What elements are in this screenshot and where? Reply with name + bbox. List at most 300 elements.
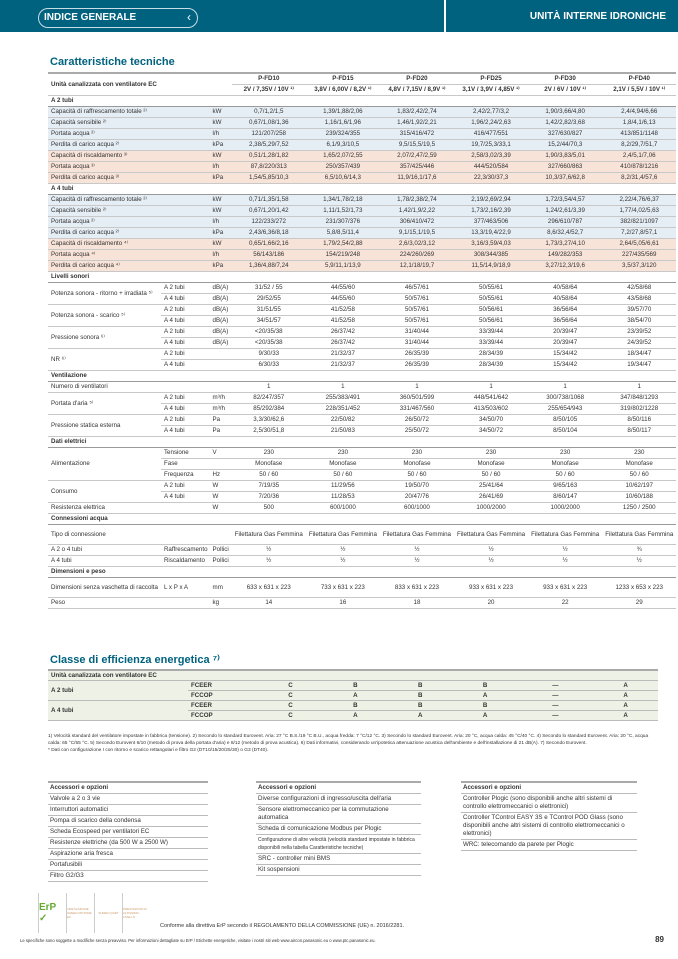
efficiency-table: [48, 669, 658, 721]
param-sublabel: A 2 tubi: [161, 392, 211, 403]
value-cell: 26/35/39: [380, 348, 454, 359]
efficiency-row: [48, 680, 658, 690]
table-row: [48, 260, 676, 271]
table-row: [48, 194, 676, 205]
value-cell: ½: [602, 555, 676, 566]
param-label: Capacità sensibile ²⁾: [48, 117, 211, 128]
value-cell: 31/40/44: [380, 337, 454, 348]
table-row: [48, 502, 676, 513]
back-chevron-icon: ‹: [187, 10, 191, 24]
list-item: [256, 865, 421, 876]
value-cell: 25/41/64: [454, 480, 528, 491]
value-cell: 2,4/5,1/7,06: [602, 150, 676, 161]
table-row: [48, 106, 676, 117]
value-cell: 10/60/188: [602, 491, 676, 502]
param-sublabel: A 4 tubi: [161, 315, 211, 326]
value-cell: 3,3/30/62,6: [232, 414, 306, 425]
accessories-header: [461, 782, 637, 794]
param-label: Capacità di raffrescamento totale ²⁾: [48, 106, 211, 117]
value-cell: 22/50/82: [306, 414, 380, 425]
value-cell: ½: [306, 555, 380, 566]
value-cell: 15/34/42: [528, 348, 602, 359]
accessory-item: Interruttori automatici: [48, 805, 208, 816]
param-label: Portata acqua ⁴⁾: [48, 249, 211, 260]
param-sublabel: A 4 tubi: [161, 403, 211, 414]
accessories-table-2: [256, 781, 421, 876]
unit-cell: kPa: [211, 260, 232, 271]
value-cell: 15,2/44/70,3: [528, 139, 602, 150]
value-cell: 228/351/452: [306, 403, 380, 414]
top-bar: [0, 0, 678, 32]
value-cell: 413/851/1148: [602, 128, 676, 139]
value-cell: 600/1000: [380, 502, 454, 513]
accessory-item: Filtro G2/G3: [48, 871, 208, 882]
table-row: [48, 577, 676, 597]
unit-cell: kPa: [211, 139, 232, 150]
value-cell: 39/57/70: [602, 304, 676, 315]
value-cell: 1,34/1,78/2,18: [306, 194, 380, 205]
value-cell: 327/660/863: [528, 161, 602, 172]
value-cell: 121/207/258: [232, 128, 306, 139]
value-cell: ½: [528, 555, 602, 566]
efficiency-class: A: [453, 710, 518, 720]
unit-cell: Pa: [211, 425, 232, 436]
param-label: Numero di ventilatori: [48, 381, 232, 392]
value-cell: Monofase: [232, 458, 306, 469]
value-cell: 9,1/15,1/19,5: [380, 227, 454, 238]
value-cell: 50 / 60: [602, 469, 676, 480]
value-cell: 50/57/61: [380, 293, 454, 304]
value-cell: 360/501/599: [380, 392, 454, 403]
accessory-item: Pompa di scarico della condensa: [48, 816, 208, 827]
page-number: 89: [655, 935, 664, 944]
list-item: [256, 854, 421, 865]
section-row: [48, 271, 676, 282]
unit-cell: [211, 458, 232, 469]
accessory-item: Aspirazione aria fresca: [48, 849, 208, 860]
list-item: [48, 816, 208, 827]
header-divider: [444, 0, 446, 32]
value-cell: 11,9/16,1/17,6: [380, 172, 454, 183]
value-cell: 87,8/220/313: [232, 161, 306, 172]
fan-voltage: 4,8V / 7,15V / 8,9V ¹⁾: [380, 84, 454, 95]
value-cell: 933 x 631 x 223: [528, 577, 602, 597]
value-cell: 327/630/827: [528, 128, 602, 139]
value-cell: ½: [306, 544, 380, 555]
value-cell: 227/435/569: [602, 249, 676, 260]
value-cell: 50/57/61: [380, 304, 454, 315]
value-cell: 8/60/147: [528, 491, 602, 502]
table-row: [48, 597, 676, 608]
value-cell: 1,36/4,88/7,24: [232, 260, 306, 271]
value-cell: 1,11/1,52/1,73: [306, 205, 380, 216]
value-cell: 43/58/68: [602, 293, 676, 304]
row-header-label: Unità canalizzata con ventilatore EC: [48, 73, 232, 95]
value-cell: 6,1/9,3/10,5: [306, 139, 380, 150]
value-cell: ¾: [602, 544, 676, 555]
value-cell: 28/34/39: [454, 348, 528, 359]
value-cell: 44/55/60: [306, 293, 380, 304]
table-row: [48, 128, 676, 139]
efficiency-class: A: [453, 690, 518, 700]
value-cell: 24/39/52: [602, 337, 676, 348]
accessory-item: Kit sospensioni: [256, 865, 421, 876]
accessory-item: Sensore elettromeccanico per la commutazione automatica: [256, 805, 421, 824]
value-cell: 42/58/68: [602, 282, 676, 293]
value-cell: 40/58/64: [528, 293, 602, 304]
value-cell: 230: [232, 447, 306, 458]
value-cell: Monofase: [602, 458, 676, 469]
value-cell: 2,22/4,76/6,37: [602, 194, 676, 205]
param-sublabel: A 4 tubi: [161, 425, 211, 436]
value-cell: 230: [528, 447, 602, 458]
model-name: P-FD40: [602, 73, 676, 84]
value-cell: 1,16/1,6/1,96: [306, 117, 380, 128]
fan-voltage: 2V / 7,35V / 10V ¹⁾: [232, 84, 306, 95]
value-cell: 5,8/8,5/11,4: [306, 227, 380, 238]
table-row: [48, 392, 676, 403]
value-cell: Monofase: [380, 458, 454, 469]
value-cell: 1: [306, 381, 380, 392]
table-row: [48, 282, 676, 293]
value-cell: 8,2/31,4/57,6: [602, 172, 676, 183]
list-item: [48, 860, 208, 871]
gauge-icon: [122, 893, 150, 933]
value-cell: 21/50/83: [306, 425, 380, 436]
value-cell: 9,5/15,5/19,5: [380, 139, 454, 150]
accessory-item: Portafusibili: [48, 860, 208, 871]
value-cell: 3,16/3,59/4,03: [454, 238, 528, 249]
efficiency-class: B: [388, 700, 453, 710]
accessories-header: [256, 782, 421, 794]
value-cell: 1250 / 2500: [602, 502, 676, 513]
section-label: Ventilazione: [48, 370, 676, 381]
value-cell: 2,19/2,69/2,94: [454, 194, 528, 205]
value-cell: 382/821/1097: [602, 216, 676, 227]
table-row: [48, 414, 676, 425]
list-item: [256, 824, 421, 835]
unit-cell: kW: [211, 150, 232, 161]
value-cell: 50 / 60: [528, 469, 602, 480]
list-item: [256, 794, 421, 805]
value-cell: 347/848/1293: [602, 392, 676, 403]
group-label: A 4 tubi: [48, 700, 188, 720]
value-cell: Filettatura Gas Femmina: [454, 524, 528, 544]
efficiency-class: C: [258, 700, 323, 710]
value-cell: 2,42/2,77/3,2: [454, 106, 528, 117]
value-cell: 448/541/642: [454, 392, 528, 403]
param-label: Pressione sonora ⁶⁾: [48, 326, 161, 348]
table-row: [48, 216, 676, 227]
section-row: [48, 513, 676, 524]
footnote-main: 1) Velocità standard del ventilatore impostate in fabbrica (tensione). 2) Secondo lo standard Eurovent. Aria: 27 °C B.S./19 °C B.U., acqua fredda: 7 °C/12 °C. 3) Secondo lo standard Eurovent. Aria: 20 °C, acqua calda: 45 °C/40 °C. 4) Secondo lo standard Eurovent. Aria: 20 °C, acqua calda: 65 °C/55 °C. 5) Secondo Eurovent 6/10 (metodo di prova della portata d'aria) e 8/12 (metodo di prova acustica). 6) Dati informativi, considerando un'ipotetica attenuazione acustica dell'ambiente e dell'installazione di 21 dB(A). 7) Secondo Eurovent.: [48, 734, 649, 746]
value-cell: 9/30/33: [232, 348, 306, 359]
value-cell: 600/1000: [306, 502, 380, 513]
list-item: [48, 827, 208, 838]
param-label: Dimensioni senza vaschetta di raccolta: [48, 577, 161, 597]
value-cell: 44/55/60: [306, 282, 380, 293]
value-cell: ½: [454, 555, 528, 566]
value-cell: 26/41/69: [454, 491, 528, 502]
param-sublabel: Riscaldamento: [161, 555, 211, 566]
section-label: Connessioni acqua: [48, 513, 676, 524]
efficiency-class: —: [518, 710, 594, 720]
value-cell: 19/34/47: [602, 359, 676, 370]
value-cell: <20/35/38: [232, 326, 306, 337]
param-sublabel: A 4 tubi: [161, 359, 211, 370]
param-label: Resistenza elettrica: [48, 502, 211, 513]
accessory-item: Controller TControl EASY 3S e TControl POD Glass (sono disponibili anche altri sistemi di controllo elettromeccanici o elettronici): [461, 813, 637, 840]
fan-voltage: 2V / 6V / 10V ¹⁾: [528, 84, 602, 95]
value-cell: 7/19/35: [232, 480, 306, 491]
value-cell: 1,78/2,38/2,74: [380, 194, 454, 205]
value-cell: 8,2/29,7/51,7: [602, 139, 676, 150]
value-cell: 20/39/47: [528, 337, 602, 348]
value-cell: 239/324/355: [306, 128, 380, 139]
accessory-item: Controller Plogic (sono disponibili anche altri sistemi di controllo elettromeccanici o elettronici): [461, 794, 637, 813]
table-row: [48, 161, 676, 172]
value-cell: 20/39/47: [528, 326, 602, 337]
badge-label: ErP ✓: [39, 902, 57, 924]
list-item: [48, 849, 208, 860]
list-item: [48, 794, 208, 805]
unit-cell: m³/h: [211, 392, 232, 403]
value-cell: 36/56/64: [528, 315, 602, 326]
accessories-header-label: Accessori e opzioni: [256, 782, 421, 794]
value-cell: 1,79/2,54/2,88: [306, 238, 380, 249]
value-cell: 21/32/37: [306, 359, 380, 370]
value-cell: 8/50/104: [528, 425, 602, 436]
value-cell: 1,90/3,83/5,01: [528, 150, 602, 161]
unit-cell: dB(A): [211, 282, 232, 293]
value-cell: 16: [306, 597, 380, 608]
value-cell: 2,4/4,94/6,66: [602, 106, 676, 117]
param-label: A 2 o 4 tubi: [48, 544, 161, 555]
unit-cell: mm: [211, 577, 232, 597]
value-cell: 36/56/64: [528, 304, 602, 315]
accessory-item: Scheda Ecospeed per ventilatori EC: [48, 827, 208, 838]
value-cell: 122/233/272: [232, 216, 306, 227]
param-sublabel: A 2 tubi: [161, 414, 211, 425]
accessories-table-1: [48, 781, 208, 882]
value-cell: 8/50/105: [528, 414, 602, 425]
value-cell: Monofase: [528, 458, 602, 469]
value-cell: 2,38/5,29/7,52: [232, 139, 306, 150]
table-row: [48, 447, 676, 458]
unit-cell: Pollici: [211, 555, 232, 566]
value-cell: 444/520/584: [454, 161, 528, 172]
value-cell: 18/34/47: [602, 348, 676, 359]
model-name: P-FD20: [380, 73, 454, 84]
value-cell: 29: [602, 597, 676, 608]
value-cell: 230: [454, 447, 528, 458]
value-cell: 1,96/2,24/2,63: [454, 117, 528, 128]
metric-label: FCEER: [188, 700, 258, 710]
value-cell: 34/50/70: [454, 414, 528, 425]
value-cell: 1,24/2,61/3,39: [528, 205, 602, 216]
value-cell: 733 x 631 x 223: [306, 577, 380, 597]
value-cell: 41/52/58: [306, 304, 380, 315]
metric-label: FCCOP: [188, 690, 258, 700]
value-cell: 3,5/37,3/120: [602, 260, 676, 271]
value-cell: 23/39/52: [602, 326, 676, 337]
efficiency-class: A: [593, 710, 658, 720]
value-cell: 357/425/446: [380, 161, 454, 172]
unit-cell: dB(A): [211, 326, 232, 337]
efficiency-class: —: [518, 680, 594, 690]
unit-cell: l/h: [211, 128, 232, 139]
general-index-label: INDICE GENERALE: [44, 12, 137, 23]
value-cell: 26/50/72: [380, 414, 454, 425]
value-cell: 82/247/357: [232, 392, 306, 403]
param-sublabel: A 4 tubi: [161, 491, 211, 502]
fan-voltage: 3,1V / 3,9V / 4,85V ¹⁾: [454, 84, 528, 95]
value-cell: 306/410/472: [380, 216, 454, 227]
value-cell: 21/32/37: [306, 348, 380, 359]
general-index-button[interactable]: [38, 8, 198, 28]
table-row: [48, 524, 676, 544]
value-cell: 50/57/61: [380, 315, 454, 326]
value-cell: 12,1/18/19,7: [380, 260, 454, 271]
value-cell: 154/219/248: [306, 249, 380, 260]
table-row: [48, 238, 676, 249]
table-row: [48, 249, 676, 260]
badge-label: VENTILAZIONE GREEN MOTORE EC: [67, 907, 92, 919]
value-cell: 33/39/44: [454, 337, 528, 348]
table-row: [48, 480, 676, 491]
disclaimer-text: Le specifiche sono soggette a modifiche senza preavviso. Per informazioni dettagliate su ErP / Etichette energetiche, visitate i nostri siti web www.aircon.panasonic.eu o www.ptc.panasonic.eu.: [20, 938, 376, 943]
unit-cell: Pa: [211, 414, 232, 425]
param-label: Pressione statica esterna: [48, 414, 161, 436]
value-cell: <20/35/38: [232, 337, 306, 348]
param-label: Consumo: [48, 480, 161, 502]
value-cell: 6/30/33: [232, 359, 306, 370]
value-cell: 0,67/1,20/1,42: [232, 205, 306, 216]
param-label: Portata acqua ²⁾: [48, 216, 211, 227]
model-name: P-FD10: [232, 73, 306, 84]
badge-label: PRESTAZIONI DI ALTISSIMO LIVELLO: [123, 907, 147, 919]
value-cell: 3,27/12,3/19,6: [528, 260, 602, 271]
value-cell: Filettatura Gas Femmina: [232, 524, 306, 544]
value-cell: 0,65/1,66/2,16: [232, 238, 306, 249]
efficiency-class: A: [323, 710, 388, 720]
section-row: [48, 436, 676, 447]
value-cell: 19,7/25,3/33,1: [454, 139, 528, 150]
value-cell: 250/357/439: [306, 161, 380, 172]
param-label: Capacità di riscaldamento ³⁾: [48, 150, 211, 161]
accessory-item: WRC: telecomando da parete per Plogic: [461, 840, 637, 851]
param-label: Portata acqua ²⁾: [48, 128, 211, 139]
section-row: [48, 183, 676, 194]
value-cell: 11/29/56: [306, 480, 380, 491]
section-label: A 4 tubi: [48, 183, 676, 194]
unit-cell: dB(A): [211, 304, 232, 315]
value-cell: 230: [306, 447, 380, 458]
value-cell: 1,72/3,54/4,57: [528, 194, 602, 205]
param-label: Perdita di carico acqua ²⁾: [48, 139, 211, 150]
unit-cell: W: [211, 480, 232, 491]
value-cell: 255/383/491: [306, 392, 380, 403]
section-label: Livelli sonori: [48, 271, 676, 282]
section-title: UNITÀ INTERNE IDRONICHE: [529, 11, 666, 22]
value-cell: Monofase: [306, 458, 380, 469]
value-cell: 1: [380, 381, 454, 392]
param-label: Alimentazione: [48, 447, 161, 480]
value-cell: 1000/2000: [528, 502, 602, 513]
param-sublabel: A 4 tubi: [161, 293, 211, 304]
accessory-item: Diverse configurazioni di ingresso/uscita dell'aria: [256, 794, 421, 805]
list-item: [256, 835, 421, 854]
value-cell: 18: [380, 597, 454, 608]
value-cell: ½: [380, 555, 454, 566]
table-row: [48, 326, 676, 337]
table-row: [48, 150, 676, 161]
value-cell: 2,58/3,02/3,39: [454, 150, 528, 161]
value-cell: 31/40/44: [380, 326, 454, 337]
value-cell: 315/416/472: [380, 128, 454, 139]
value-cell: 11,5/14,9/18,9: [454, 260, 528, 271]
unit-cell: V: [211, 447, 232, 458]
table-row: [48, 544, 676, 555]
section-label: Dati elettrici: [48, 436, 676, 447]
fan-icon: [66, 893, 94, 933]
efficiency-class: A: [388, 710, 453, 720]
value-cell: 50/56/61: [454, 304, 528, 315]
fan-voltage: 3,8V / 6,00V / 8,2V ¹⁾: [306, 84, 380, 95]
value-cell: 1: [232, 381, 306, 392]
value-cell: 50/55/61: [454, 282, 528, 293]
efficiency-class: B: [453, 700, 518, 710]
value-cell: 1,46/1,92/2,21: [380, 117, 454, 128]
value-cell: 1,54/5,85/10,3: [232, 172, 306, 183]
value-cell: 224/260/269: [380, 249, 454, 260]
value-cell: 319/802/1228: [602, 403, 676, 414]
param-label: Capacità di riscaldamento ⁴⁾: [48, 238, 211, 249]
model-name: P-FD30: [528, 73, 602, 84]
efficiency-row: [48, 700, 658, 710]
value-cell: 29/52/55: [232, 293, 306, 304]
unit-cell: Hz: [211, 469, 232, 480]
param-sublabel: A 2 tubi: [161, 282, 211, 293]
accessory-item: SRC - controller mini BMS: [256, 854, 421, 865]
unit-cell: W: [211, 502, 232, 513]
value-cell: 1,83/2,42/2,74: [380, 106, 454, 117]
param-sublabel: L x P x A: [161, 577, 211, 597]
unit-cell: kg: [211, 597, 232, 608]
unit-cell: dB(A): [211, 293, 232, 304]
table-row: [48, 117, 676, 128]
model-header-row: [48, 73, 676, 84]
param-label: Peso: [48, 597, 211, 608]
param-sublabel: Tensione: [161, 447, 211, 458]
value-cell: 20: [454, 597, 528, 608]
value-cell: 2,07/2,47/2,59: [380, 150, 454, 161]
table-row: [48, 172, 676, 183]
value-cell: 11/28/53: [306, 491, 380, 502]
value-cell: 7/20/36: [232, 491, 306, 502]
value-cell: 22: [528, 597, 602, 608]
value-cell: 50 / 60: [306, 469, 380, 480]
list-item: [461, 794, 637, 813]
value-cell: 31/52 / 55: [232, 282, 306, 293]
accessories-table-3: [461, 781, 637, 851]
accessories-header-label: Accessori e opzioni: [48, 782, 208, 794]
value-cell: 933 x 631 x 223: [454, 577, 528, 597]
value-cell: 2,43/6,36/8,18: [232, 227, 306, 238]
value-cell: 31/51/55: [232, 304, 306, 315]
unit-cell: [211, 359, 232, 370]
table-row: [48, 381, 676, 392]
